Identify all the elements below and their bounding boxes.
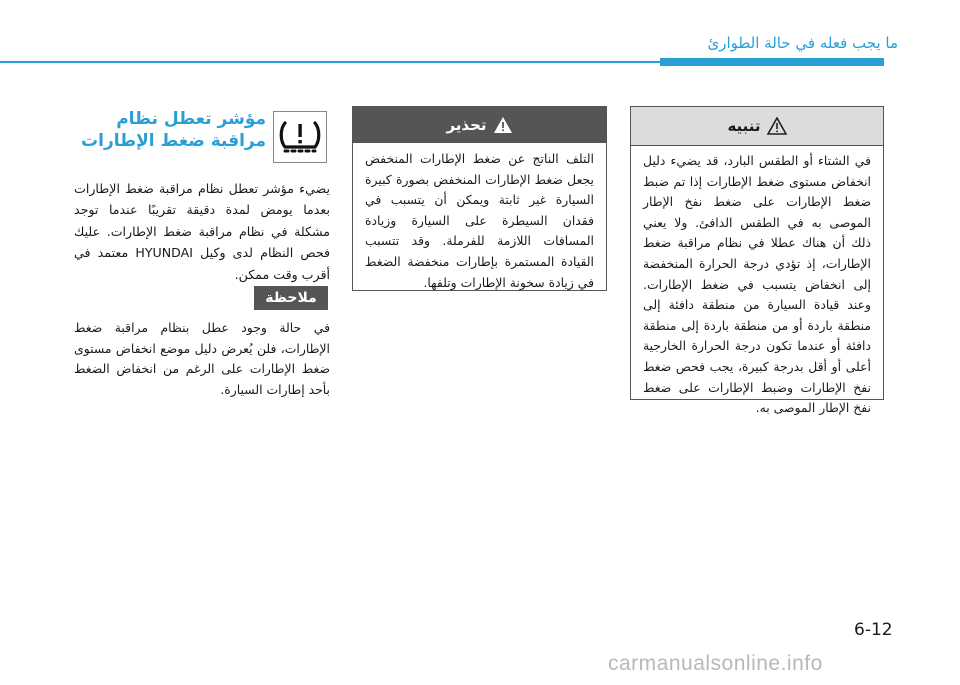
warning-triangle-icon [493,116,513,134]
warning-heading: تحذير [446,116,487,134]
warning-body: التلف الناتج عن ضغط الإطارات المنخفض يجعل ضغط الإطارات المنخفض بصورة كبيرة السيارة غير ثابتة ويمكن أن يتسبب في فقدان السيطرة على السيارة وزيادة المسافات اللازمة للفرملة. وقد تتسبب القيادة المستمرة بإطارات منخفضة الضغط في زيادة سخونة الإطارات وتلفها. [365,151,594,290]
caution-heading: تنبيه [727,117,761,135]
header-accent-bar [660,58,884,66]
note-badge: ملاحظة [254,286,328,310]
caution-triangle-icon [767,117,787,135]
page-number: 6-12 [854,620,893,640]
section-text: يضيء مؤشر تعطل نظام مراقبة ضغط الإطارات بعدما يومض لمدة دقيقة تقريبًا عندما توجد مشكلة في نظام مراقبة ضغط الإطارات. عليك فحص النظام لدى وكيل HYUNDAI معتمد في أقرب وقت ممكن. [74,181,330,282]
note-text: في حالة وجود عطل بنظام مراقبة ضغط الإطارات، فلن يُعرض دليل موضع انخفاض مستوى ضغط الإطارات على الرغم من انخفاض الضغط بأحد إطارات السيارة. [74,320,330,397]
caution-body: في الشتاء أو الطقس البارد، قد يضيء دليل انخفاض مستوى ضغط الإطارات إذا تم ضبط ضغط الإطارات على ضغط نفخ الإطار الموصى به في الطقس الدافئ. ولا يعني ذلك أن هناك عطلا في نظام مراقبة ضغط الإطارات، إذ تؤدي درجة الحرارة المنخفضة إلى انخفاض يتسبب في ضغط الإطارات. وعند قيادة السيارة من منطقة دافئة إلى منطقة باردة أو من منطقة باردة إلى منطقة دافئة أو عندما تكون درجة الحرارة الخارجية أعلى أو أقل بدرجة كبيرة، يجب فحص ضغط نفخ الإطارات وضبط الإطارات على ضغط نفخ الإطار الموصى به. [643,153,871,416]
page-header-title: ما يجب فعله في حالة الطوارئ [707,34,898,52]
footer-watermark: carmanualsonline.info [608,652,823,675]
tpms-malfunction-icon [273,111,327,163]
section-title: مؤشر تعطل نظام مراقبة ضغط الإطارات [81,109,266,151]
warning-box [352,106,607,291]
caution-box [630,106,884,416]
caution-header [631,107,883,146]
warning-header [353,107,606,143]
